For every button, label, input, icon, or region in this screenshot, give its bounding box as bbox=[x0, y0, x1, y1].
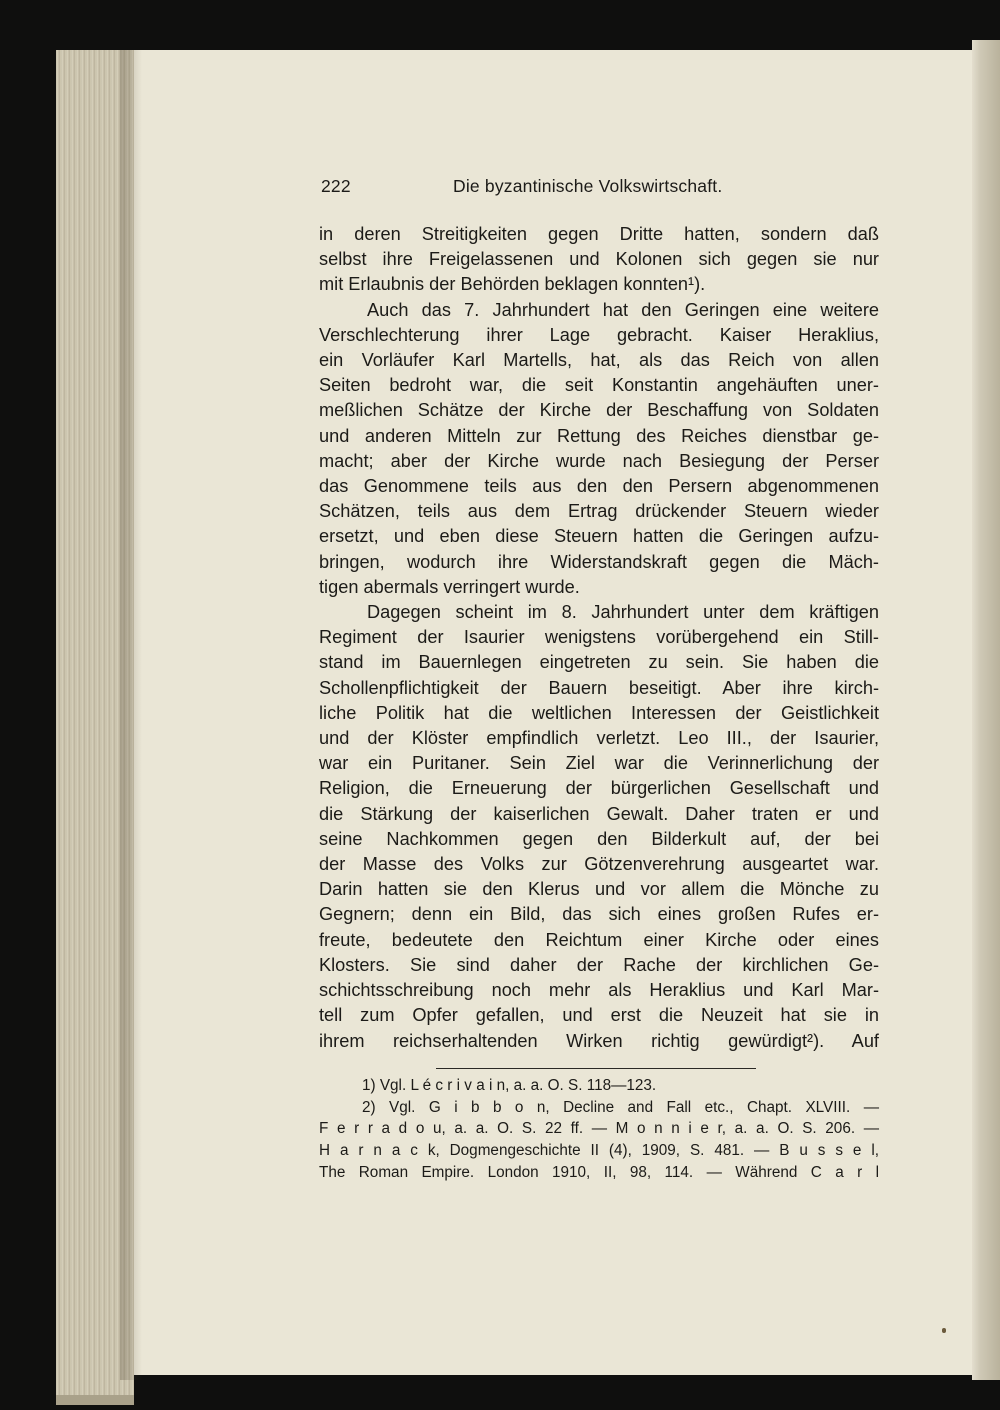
body-line: die Stärkung der kaiserlichen Gewalt. Daher traten er und bbox=[319, 803, 879, 824]
body-line: mit Erlaubnis der Behörden beklagen konnten¹). bbox=[319, 274, 706, 295]
footnote-line: The Roman Empire. London 1910, II, 98, 114. — Während C a r l bbox=[319, 1163, 879, 1181]
body-line: in deren Streitigkeiten gegen Dritte hatten, sondern daß bbox=[319, 224, 879, 244]
page-number: 222 bbox=[321, 176, 351, 196]
footnote-line: H a r n a c k, Dogmengeschichte II (4), 1909, S. 481. — B u s s e l, bbox=[319, 1142, 879, 1160]
body-line: Schätzen, teils aus dem Ertrag drückender Steuern wieder bbox=[319, 501, 879, 522]
footnote-rule bbox=[436, 1068, 756, 1069]
body-line: ihrem reichserhaltenden Wirken richtig gewürdigt²). Auf bbox=[319, 1030, 879, 1051]
body-line: Klosters. Sie sind daher der Rache der kirchlichen Ge- bbox=[319, 954, 879, 975]
running-head bbox=[319, 174, 879, 200]
body-line: freute, bedeutete den Reichtum einer Kirche oder eines bbox=[319, 929, 879, 950]
body-line: das Genommene teils aus den den Persern abgenommenen bbox=[319, 476, 879, 497]
body-line: Dagegen scheint im 8. Jahrhundert unter dem kräftigen bbox=[367, 602, 879, 623]
footnotes bbox=[319, 1075, 879, 1184]
body-line: selbst ihre Freigelassenen und Kolonen sich gegen sie nur bbox=[319, 249, 879, 270]
body-line: ein Vorläufer Karl Martells, hat, als das Reich von allen bbox=[319, 350, 879, 371]
body-line: Gegnern; denn ein Bild, das sich eines großen Rufes er- bbox=[319, 904, 879, 925]
body-line: tell zum Opfer gefallen, und erst die Neuzeit hat sie in bbox=[319, 1005, 879, 1026]
book-cover-edge bbox=[0, 0, 56, 1410]
body-line: liche Politik hat die weltlichen Interessen der Geistlichkeit bbox=[319, 702, 879, 723]
body-line: bringen, wodurch ihre Widerstandskraft gegen die Mäch- bbox=[319, 551, 879, 572]
body-line: macht; aber der Kirche wurde nach Besiegung der Perser bbox=[319, 450, 879, 471]
footnote-line: 2) Vgl. G i b b o n, Decline and Fall etc., Chapt. XLVIII. — bbox=[362, 1098, 879, 1116]
text-block bbox=[319, 174, 879, 1184]
body-line: war ein Puritaner. Sein Ziel war die Verinnerlichung der bbox=[319, 753, 879, 774]
body-line: Seiten bedroht war, die seit Konstantin angehäuften uner- bbox=[319, 375, 879, 396]
body-line: Schollenpflichtigkeit der Bauern beseitigt. Aber ihre kirch- bbox=[319, 677, 879, 698]
running-title: Die byzantinische Volkswirtschaft. bbox=[453, 176, 723, 196]
body-line: Regiment der Isaurier wenigstens vorübergehend ein Still- bbox=[319, 627, 879, 648]
body-line: seine Nachkommen gegen den Bilderkult auf, der bei bbox=[319, 828, 879, 849]
body-line: meßlichen Schätze der Kirche der Beschaffung von Soldaten bbox=[319, 400, 879, 421]
body-text bbox=[319, 222, 879, 1054]
body-line: der Masse des Volks zur Götzenverehrung ausgeartet war. bbox=[319, 854, 879, 875]
facing-page-edge bbox=[972, 40, 1000, 1380]
footnote-line: 1) Vgl. L é c r i v a i n, a. a. O. S. 118—123. bbox=[362, 1076, 657, 1094]
body-line: und der Klöster empfindlich verletzt. Leo III., der Isaurier, bbox=[319, 728, 879, 749]
body-line: Auch das 7. Jahrhundert hat den Geringen eine weitere bbox=[367, 299, 879, 320]
gutter-shadow bbox=[120, 50, 142, 1380]
body-line: Verschlechterung ihrer Lage gebracht. Kaiser Heraklius, bbox=[319, 324, 879, 345]
footnote-line: F e r r a d o u, a. a. O. S. 22 ff. — M o n n i e r, a. a. O. S. 206. — bbox=[319, 1120, 879, 1138]
paper-speck bbox=[942, 1328, 946, 1333]
body-line: Darin hatten sie den Klerus und vor allem die Mönche zu bbox=[319, 879, 879, 900]
body-line: und anderen Mitteln zur Rettung des Reiches dienstbar ge- bbox=[319, 425, 879, 446]
body-line: ersetzt, und eben diese Steuern hatten die Geringen aufzu- bbox=[319, 526, 879, 547]
body-line: stand im Bauernlegen eingetreten zu sein. Sie haben die bbox=[319, 652, 879, 673]
body-line: schichtsschreibung noch mehr als Heraklius und Karl Mar- bbox=[319, 980, 879, 1001]
body-line: Religion, die Erneuerung der bürgerlichen Gesellschaft und bbox=[319, 778, 879, 799]
body-line: tigen abermals verringert wurde. bbox=[319, 576, 580, 597]
